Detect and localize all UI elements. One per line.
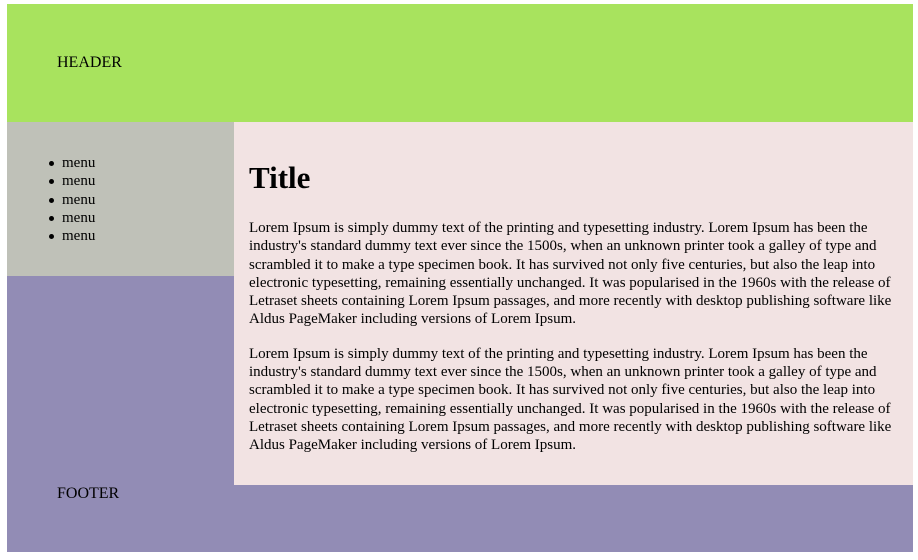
menu-item-4[interactable]: menu — [62, 209, 96, 226]
sidebar-menu — [7, 122, 234, 276]
menu-item-2[interactable]: menu — [62, 173, 96, 190]
article — [249, 160, 901, 471]
header — [7, 4, 913, 122]
menu-list — [62, 154, 95, 245]
main-content — [234, 122, 913, 485]
page-title: Title — [249, 160, 311, 195]
footer-text: FOOTER — [57, 485, 120, 502]
paragraph-2: Lorem Ipsum is simply dummy text of the printing and typesetting industry. Lorem Ipsum has been the industry's standard dummy text ever since the 1500s, when an unknown printer took a galley of type and scrambled it to make a type specimen book. It has survived not only five centuries, but also the leap into electronic typesetting, remaining essentially unchanged. It was popularised in the 1960s with the release of Letraset sheets containing Lorem Ipsum passages, and more recently with desktop publishing software like Aldus PageMaker including versions of Lorem Ipsum. — [249, 345, 892, 454]
menu-item-5[interactable]: menu — [62, 228, 96, 245]
menu-item-3[interactable]: menu — [62, 191, 96, 208]
page-layout — [7, 4, 913, 552]
menu-item-1[interactable]: menu — [62, 155, 96, 171]
header-text: HEADER — [57, 54, 122, 71]
paragraph-1: Lorem Ipsum is simply dummy text of the printing and typesetting industry. Lorem Ipsum has been the industry's standard dummy text ever since the 1500s, when an unknown printer took a galley of type and scrambled it to make a type specimen book. It has survived not only five centuries, but also the leap into electronic typesetting, remaining essentially unchanged. It was popularised in the 1960s with the release of Letraset sheets containing Lorem Ipsum passages, and more recently with desktop publishing software like Aldus PageMaker including versions of Lorem Ipsum. — [249, 220, 892, 328]
